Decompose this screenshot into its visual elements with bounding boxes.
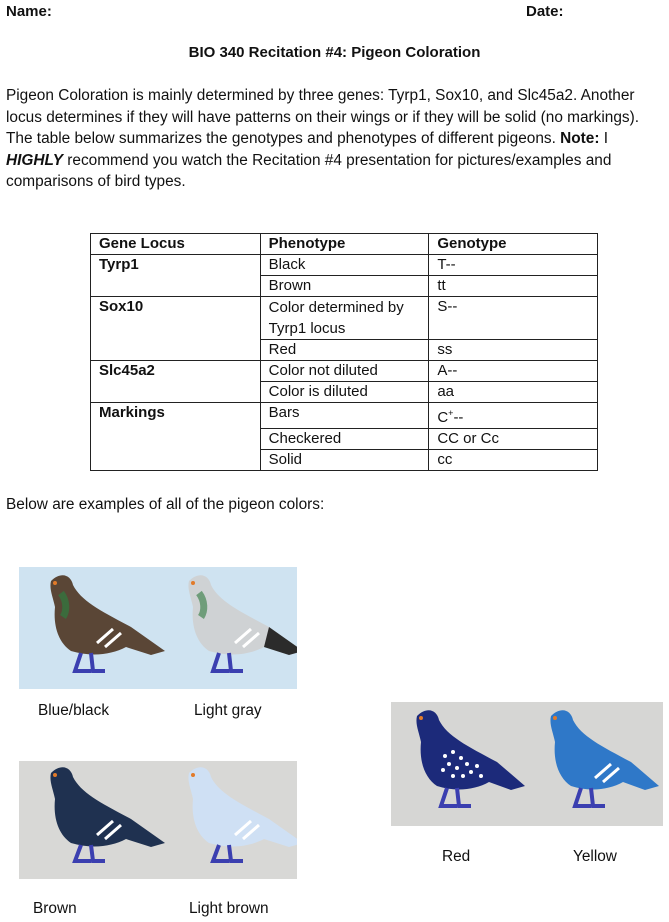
locus-cell: Markings: [91, 403, 261, 429]
intro-paragraph: [6, 85, 666, 193]
genotype-cell: aa: [429, 382, 598, 403]
phenotype-cell: Color determined by Tyrp1 locus: [260, 297, 429, 340]
caption-red: Red: [442, 848, 471, 865]
table-header-row: [91, 234, 598, 255]
phenotype-cell: Red: [260, 340, 429, 361]
phenotype-cell: Color not diluted: [260, 361, 429, 382]
table-row: [91, 403, 598, 429]
genotype-cell: [429, 403, 598, 429]
genotype-cell: ss: [429, 340, 598, 361]
caption-light-gray: Light gray: [194, 702, 262, 719]
caption-blue-black: Blue/black: [38, 702, 110, 719]
genotype-cell: cc: [429, 450, 598, 471]
caption-brown: Brown: [33, 900, 77, 917]
genotype-cell: tt: [429, 276, 598, 297]
caption-light-brown: Light brown: [189, 900, 269, 917]
locus-cell: [91, 382, 261, 403]
genotype-cell: A--: [429, 361, 598, 382]
header-phenotype: Phenotype: [260, 234, 429, 255]
genotype-cell: T--: [429, 255, 598, 276]
genotype-base: C: [437, 409, 449, 426]
pigeon-panel-1: [19, 567, 297, 689]
table-row: [91, 297, 598, 340]
genotype-superscript: +: [448, 408, 454, 418]
note-pre: I: [599, 130, 609, 148]
note-label: Note:: [560, 130, 600, 148]
intro-text: Pigeon Coloration is mainly determined by three genes: Tyrp1, Sox10, and Slc45a2. Another locus determines if they will have patterns on their wings or if they will be solid (no markings). The table below summarizes the genotypes and phenotypes of different pigeons.: [6, 87, 640, 148]
genotype-tail: --: [453, 409, 464, 426]
pigeon-panel-3: [391, 702, 663, 826]
table-row: [91, 429, 598, 450]
page-title: BIO 340 Recitation #4: Pigeon Coloration: [188, 44, 481, 61]
locus-cell: Tyrp1: [91, 255, 261, 276]
table-row: [91, 340, 598, 361]
table-row: [91, 382, 598, 403]
pigeon-panel-2: [19, 761, 297, 879]
caption-yellow: Yellow: [573, 848, 617, 865]
phenotype-cell: Checkered: [260, 429, 429, 450]
name-label: Name:: [6, 3, 52, 20]
table-row: [91, 361, 598, 382]
date-label: Date:: [526, 3, 564, 20]
phenotype-cell: Black: [260, 255, 429, 276]
phenotype-cell: Brown: [260, 276, 429, 297]
table-row: [91, 255, 598, 276]
pigeon-image-red-yellow: [391, 702, 663, 826]
locus-cell: Sox10: [91, 297, 261, 340]
locus-cell: [91, 429, 261, 450]
table-row: [91, 276, 598, 297]
header-genotype: Genotype: [429, 234, 598, 255]
locus-cell: [91, 340, 261, 361]
phenotype-cell: Bars: [260, 403, 429, 429]
locus-cell: [91, 450, 261, 471]
pigeon-image-blue-black-light-gray: [19, 567, 297, 689]
genotype-cell: S--: [429, 297, 598, 340]
examples-intro: Below are examples of all of the pigeon colors:: [6, 496, 325, 513]
note-emphasis: HIGHLY: [6, 151, 64, 169]
note-text: recommend you watch the Recitation #4 presentation for pictures/examples and comparisons of bird types.: [6, 151, 612, 191]
locus-cell: [91, 276, 261, 297]
phenotype-cell: Color is diluted: [260, 382, 429, 403]
phenotype-cell: Solid: [260, 450, 429, 471]
genotype-cell: CC or Cc: [429, 429, 598, 450]
pigeon-image-brown-light-brown: [19, 761, 297, 879]
genotype-table: [90, 233, 598, 471]
table-row: [91, 450, 598, 471]
header-gene-locus: Gene Locus: [91, 234, 261, 255]
locus-cell: Slc45a2: [91, 361, 261, 382]
